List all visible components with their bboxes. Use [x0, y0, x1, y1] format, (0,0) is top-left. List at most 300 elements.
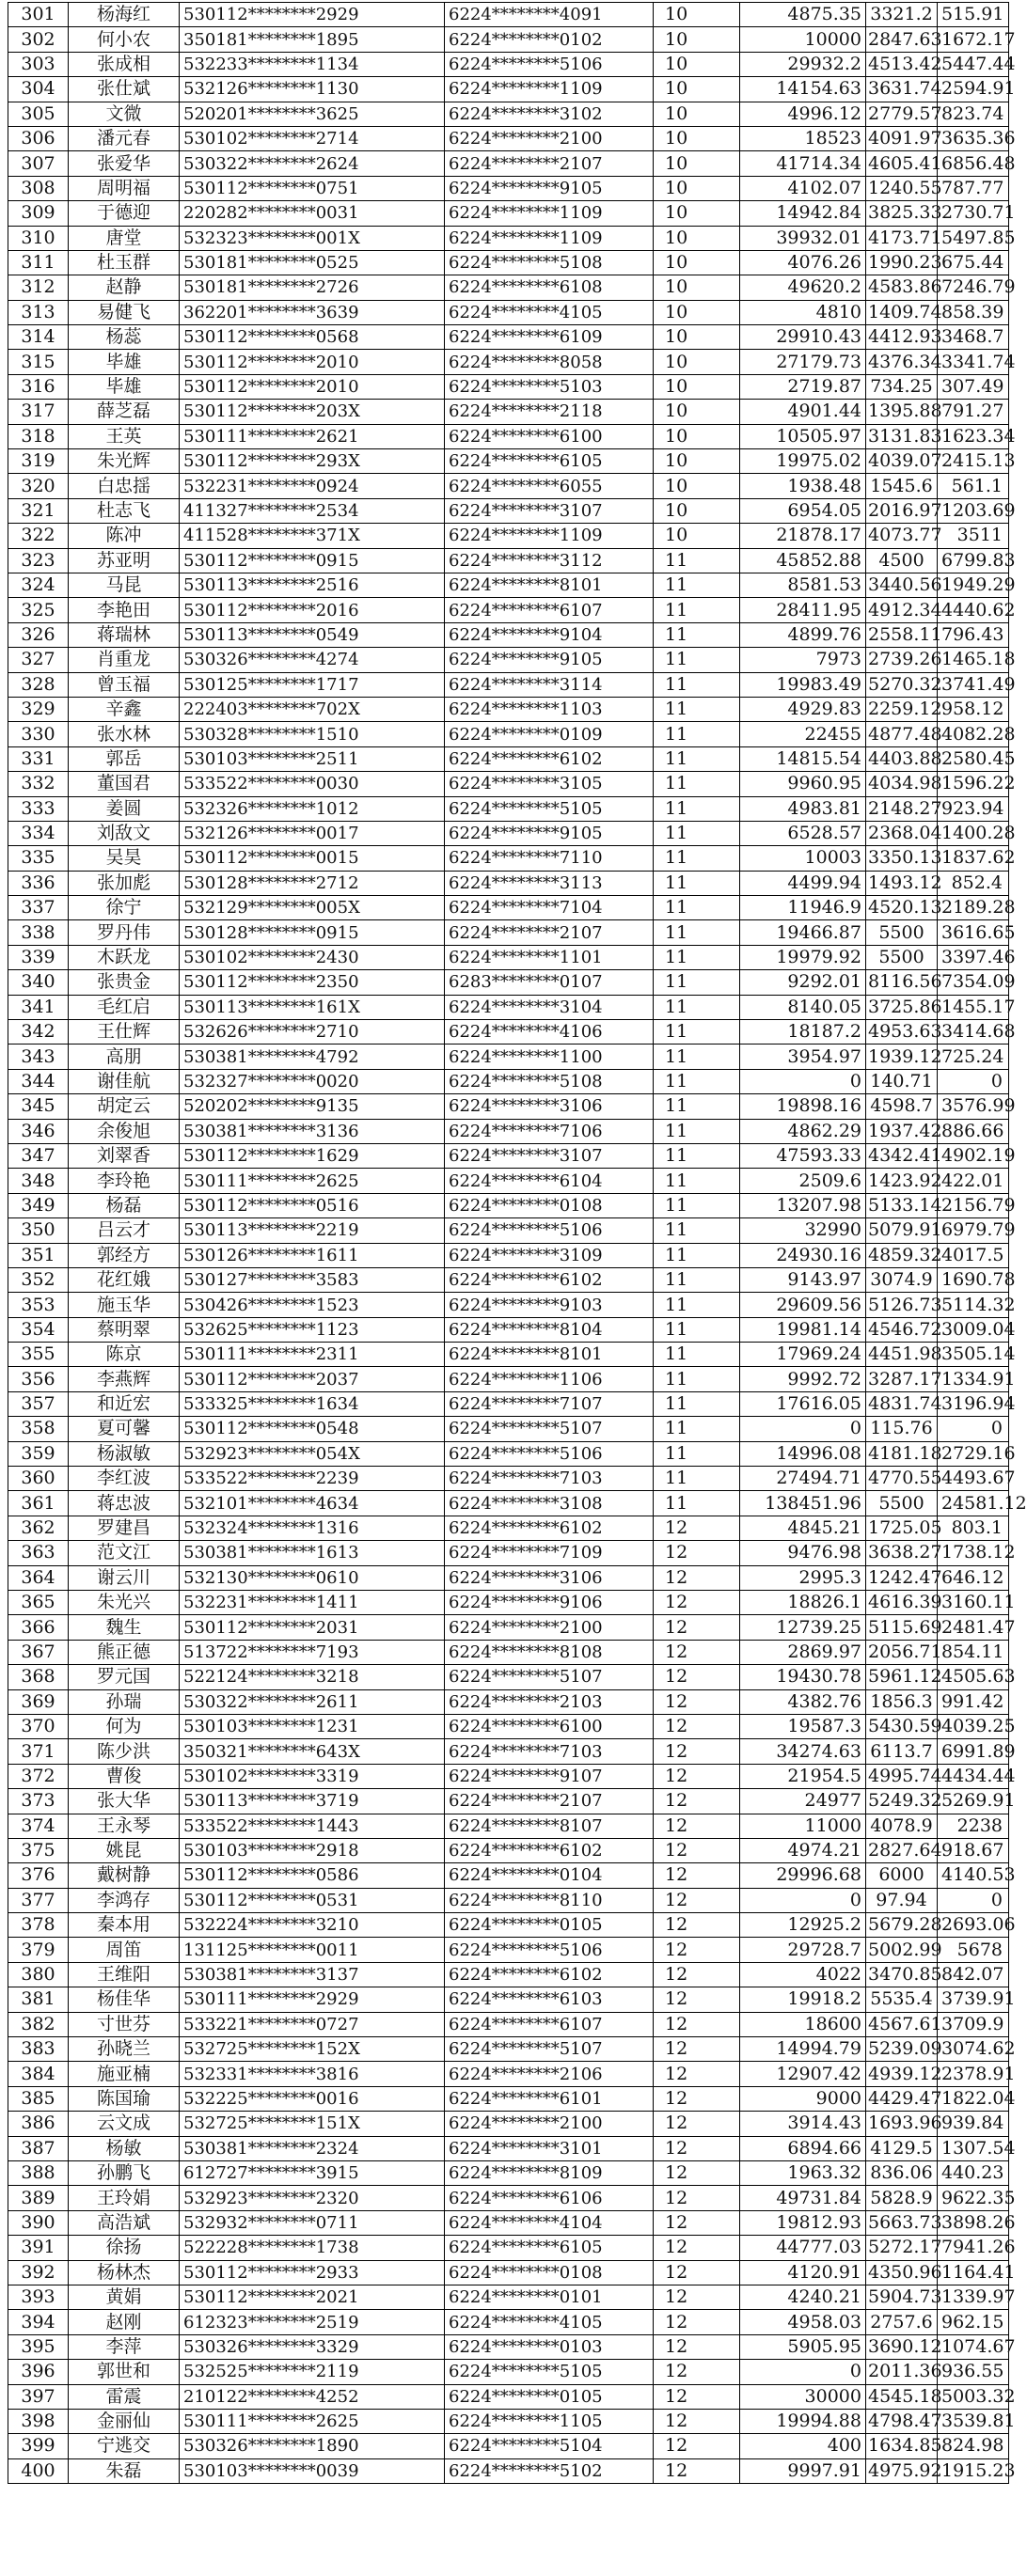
amount-base-cell: 2148.27 — [866, 796, 938, 821]
amount-base-cell: 5133.14 — [866, 1193, 938, 1217]
month-cell: 10 — [654, 102, 740, 126]
row-number-cell: 352 — [8, 1267, 69, 1292]
amount-total-cell: 13207.98 — [740, 1193, 866, 1217]
month-cell: 11 — [654, 1317, 740, 1342]
amount-total-cell: 4901.44 — [740, 400, 866, 424]
id-number-cell: 530113********3719 — [180, 1789, 445, 1814]
month-cell: 12 — [654, 1938, 740, 1962]
amount-tax-cell: 2156.79 — [938, 1193, 1009, 1217]
table-row — [8, 871, 1009, 895]
name-cell: 罗元国 — [69, 1665, 180, 1689]
name-cell: 李红波 — [69, 1467, 180, 1491]
account-number-cell: 6224********2106 — [445, 2062, 654, 2086]
table-row — [8, 2434, 1009, 2458]
account-number-cell: 6224********9103 — [445, 1293, 654, 1317]
amount-total-cell: 138451.96 — [740, 1491, 866, 1516]
amount-tax-cell: 1623.34 — [938, 424, 1009, 448]
row-number-cell: 333 — [8, 796, 69, 821]
amount-tax-cell: 675.44 — [938, 250, 1009, 275]
name-cell: 白忠揺 — [69, 474, 180, 498]
amount-tax-cell: 3741.49 — [938, 672, 1009, 697]
amount-total-cell: 4382.76 — [740, 1689, 866, 1714]
month-cell: 12 — [654, 2186, 740, 2210]
amount-tax-cell: 4440.62 — [938, 598, 1009, 622]
row-number-cell: 390 — [8, 2210, 69, 2235]
month-cell: 12 — [654, 2458, 740, 2483]
amount-tax-cell: 4017.5 — [938, 1243, 1009, 1267]
row-number-cell: 381 — [8, 1987, 69, 2012]
amount-total-cell: 4022 — [740, 1962, 866, 1987]
month-cell: 10 — [654, 126, 740, 150]
table-row — [8, 1591, 1009, 1615]
row-number-cell: 366 — [8, 1615, 69, 1640]
month-cell: 11 — [654, 1193, 740, 1217]
month-cell: 12 — [654, 2236, 740, 2260]
month-cell: 10 — [654, 524, 740, 548]
month-cell: 10 — [654, 400, 740, 424]
name-cell: 肖重龙 — [69, 648, 180, 672]
name-cell: 文微 — [69, 102, 180, 126]
amount-total-cell: 3914.43 — [740, 2112, 866, 2136]
amount-base-cell: 5270.32 — [866, 672, 938, 697]
month-cell: 10 — [654, 151, 740, 176]
amount-tax-cell: 3009.04 — [938, 1317, 1009, 1342]
amount-base-cell: 4567.61 — [866, 2012, 938, 2036]
table-row — [8, 1863, 1009, 1888]
amount-total-cell: 30000 — [740, 2384, 866, 2409]
name-cell: 余俊旭 — [69, 1119, 180, 1143]
row-number-cell: 399 — [8, 2434, 69, 2458]
id-number-cell: 532923********054X — [180, 1441, 445, 1466]
id-number-cell: 530126********1611 — [180, 1243, 445, 1267]
id-number-cell: 532129********005X — [180, 896, 445, 920]
amount-tax-cell: 1074.67 — [938, 2334, 1009, 2359]
name-cell: 陈国瑜 — [69, 2086, 180, 2111]
amount-total-cell: 1938.48 — [740, 474, 866, 498]
amount-total-cell: 0 — [740, 2360, 866, 2384]
id-number-cell: 530111********2625 — [180, 1169, 445, 1193]
amount-tax-cell: 1400.28 — [938, 821, 1009, 845]
row-number-cell: 392 — [8, 2260, 69, 2285]
month-cell: 12 — [654, 2434, 740, 2458]
account-number-cell: 6224********0102 — [445, 27, 654, 52]
amount-total-cell: 10000 — [740, 27, 866, 52]
month-cell: 10 — [654, 27, 740, 52]
id-number-cell: 532625********1123 — [180, 1317, 445, 1342]
id-number-cell: 530111********2929 — [180, 1987, 445, 2012]
amount-total-cell: 49731.84 — [740, 2186, 866, 2210]
table-row — [8, 27, 1009, 52]
amount-total-cell: 4958.03 — [740, 2310, 866, 2334]
amount-total-cell: 19466.87 — [740, 920, 866, 945]
account-number-cell: 6224********8101 — [445, 573, 654, 597]
amount-base-cell: 5904.73 — [866, 2285, 938, 2309]
amount-total-cell: 12907.42 — [740, 2062, 866, 2086]
month-cell: 11 — [654, 1119, 740, 1143]
month-cell: 12 — [654, 1764, 740, 1788]
amount-tax-cell: 1690.78 — [938, 1267, 1009, 1292]
amount-tax-cell: 4140.53 — [938, 1863, 1009, 1888]
row-number-cell: 389 — [8, 2186, 69, 2210]
account-number-cell: 6224********5106 — [445, 1938, 654, 1962]
table-row — [8, 1045, 1009, 1069]
month-cell: 12 — [654, 1913, 740, 1938]
amount-base-cell: 4877.48 — [866, 722, 938, 746]
table-row — [8, 2062, 1009, 2086]
id-number-cell: 530112********0015 — [180, 846, 445, 871]
table-row — [8, 1367, 1009, 1391]
account-number-cell: 6224********6101 — [445, 2086, 654, 2111]
amount-base-cell: 5079.91 — [866, 1218, 938, 1243]
amount-total-cell: 1963.32 — [740, 2160, 866, 2185]
month-cell: 12 — [654, 2112, 740, 2136]
row-number-cell: 332 — [8, 772, 69, 796]
name-cell: 朱光辉 — [69, 449, 180, 474]
amount-tax-cell: 24581.12 — [938, 1491, 1009, 1516]
amount-base-cell: 4412.93 — [866, 325, 938, 350]
table-row — [8, 1689, 1009, 1714]
amount-total-cell: 4499.94 — [740, 871, 866, 895]
id-number-cell: 530128********2712 — [180, 871, 445, 895]
amount-tax-cell: 5114.32 — [938, 1293, 1009, 1317]
month-cell: 10 — [654, 201, 740, 226]
month-cell: 12 — [654, 1640, 740, 1664]
row-number-cell: 397 — [8, 2384, 69, 2409]
row-number-cell: 315 — [8, 350, 69, 374]
table-row — [8, 1317, 1009, 1342]
account-number-cell: 6224********6105 — [445, 2236, 654, 2260]
account-number-cell: 6224********3102 — [445, 102, 654, 126]
amount-base-cell: 5272.17 — [866, 2236, 938, 2260]
row-number-cell: 313 — [8, 300, 69, 324]
amount-base-cell: 4429.47 — [866, 2086, 938, 2111]
month-cell: 12 — [654, 1863, 740, 1888]
amount-base-cell: 2368.04 — [866, 821, 938, 845]
amount-total-cell: 45852.88 — [740, 548, 866, 573]
amount-total-cell: 14154.63 — [740, 77, 866, 102]
month-cell: 10 — [654, 226, 740, 250]
id-number-cell: 530103********0039 — [180, 2458, 445, 2483]
amount-total-cell: 4974.21 — [740, 1838, 866, 1862]
account-number-cell: 6224********6104 — [445, 1169, 654, 1193]
amount-total-cell: 2995.3 — [740, 1565, 866, 1590]
amount-total-cell: 14815.54 — [740, 746, 866, 771]
name-cell: 胡定云 — [69, 1094, 180, 1119]
id-number-cell: 530381********4792 — [180, 1045, 445, 1069]
account-number-cell: 6224********5105 — [445, 2360, 654, 2384]
row-number-cell: 385 — [8, 2086, 69, 2111]
amount-total-cell: 400 — [740, 2434, 866, 2458]
amount-total-cell: 34274.63 — [740, 1739, 866, 1764]
table-row — [8, 2285, 1009, 2309]
amount-tax-cell: 886.66 — [938, 1119, 1009, 1143]
row-number-cell: 346 — [8, 1119, 69, 1143]
name-cell: 何小农 — [69, 27, 180, 52]
account-number-cell: 6224********7107 — [445, 1391, 654, 1416]
table-row — [8, 300, 1009, 324]
amount-total-cell: 29996.68 — [740, 1863, 866, 1888]
amount-total-cell: 10003 — [740, 846, 866, 871]
name-cell: 蔡明翠 — [69, 1317, 180, 1342]
amount-tax-cell: 2693.06 — [938, 1913, 1009, 1938]
id-number-cell: 530381********3136 — [180, 1119, 445, 1143]
month-cell: 10 — [654, 374, 740, 399]
amount-total-cell: 21954.5 — [740, 1764, 866, 1788]
month-cell: 10 — [654, 176, 740, 200]
amount-base-cell: 4173.71 — [866, 226, 938, 250]
amount-base-cell: 3825.33 — [866, 201, 938, 226]
table-row — [8, 1814, 1009, 1838]
table-row — [8, 400, 1009, 424]
id-number-cell: 530322********2624 — [180, 151, 445, 176]
account-number-cell: 6224********5104 — [445, 2434, 654, 2458]
row-number-cell: 383 — [8, 2037, 69, 2062]
amount-base-cell: 6000 — [866, 1863, 938, 1888]
id-number-cell: 530426********1523 — [180, 1293, 445, 1317]
account-number-cell: 6224********6100 — [445, 424, 654, 448]
row-number-cell: 355 — [8, 1343, 69, 1367]
amount-tax-cell: 3739.91 — [938, 1987, 1009, 2012]
amount-total-cell: 2869.97 — [740, 1640, 866, 1664]
amount-tax-cell: 1837.62 — [938, 846, 1009, 871]
id-number-cell: 532324********1316 — [180, 1516, 445, 1540]
amount-base-cell: 4545.18 — [866, 2384, 938, 2409]
amount-tax-cell: 824.98 — [938, 2434, 1009, 2458]
row-number-cell: 376 — [8, 1863, 69, 1888]
table-row — [8, 1020, 1009, 1045]
row-number-cell: 338 — [8, 920, 69, 945]
id-number-cell: 522124********3218 — [180, 1665, 445, 1689]
id-number-cell: 210122********4252 — [180, 2384, 445, 2409]
amount-total-cell: 19812.93 — [740, 2210, 866, 2235]
name-cell: 潘元春 — [69, 126, 180, 150]
amount-base-cell: 3321.2 — [866, 3, 938, 27]
month-cell: 11 — [654, 1391, 740, 1416]
row-number-cell: 349 — [8, 1193, 69, 1217]
amount-tax-cell: 3414.68 — [938, 1020, 1009, 1045]
amount-tax-cell: 440.23 — [938, 2160, 1009, 2185]
row-number-cell: 351 — [8, 1243, 69, 1267]
id-number-cell: 530381********1613 — [180, 1541, 445, 1565]
id-number-cell: 530322********2611 — [180, 1689, 445, 1714]
amount-base-cell: 734.25 — [866, 374, 938, 399]
table-row — [8, 2360, 1009, 2384]
id-number-cell: 530112********2010 — [180, 374, 445, 399]
row-number-cell: 312 — [8, 275, 69, 300]
id-number-cell: 530127********3583 — [180, 1267, 445, 1292]
amount-base-cell: 3638.27 — [866, 1541, 938, 1565]
account-number-cell: 6224********2118 — [445, 400, 654, 424]
amount-tax-cell: 936.55 — [938, 2360, 1009, 2384]
amount-total-cell: 27179.73 — [740, 350, 866, 374]
amount-base-cell: 4798.47 — [866, 2409, 938, 2433]
id-number-cell: 530112********0751 — [180, 176, 445, 200]
month-cell: 11 — [654, 1069, 740, 1093]
month-cell: 11 — [654, 1343, 740, 1367]
id-number-cell: 530112********0915 — [180, 548, 445, 573]
amount-total-cell: 19898.16 — [740, 1094, 866, 1119]
row-number-cell: 343 — [8, 1045, 69, 1069]
amount-tax-cell: 2481.47 — [938, 1615, 1009, 1640]
row-number-cell: 350 — [8, 1218, 69, 1243]
row-number-cell: 384 — [8, 2062, 69, 2086]
table-row — [8, 2186, 1009, 2210]
month-cell: 12 — [654, 1714, 740, 1738]
amount-base-cell: 1545.6 — [866, 474, 938, 498]
id-number-cell: 532525********2119 — [180, 2360, 445, 2384]
name-cell: 宁逃交 — [69, 2434, 180, 2458]
id-number-cell: 530112********2933 — [180, 2260, 445, 2285]
table-row — [8, 2260, 1009, 2285]
row-number-cell: 380 — [8, 1962, 69, 1987]
amount-tax-cell: 7354.09 — [938, 970, 1009, 995]
table-row — [8, 1069, 1009, 1093]
account-number-cell: 6224********1105 — [445, 2409, 654, 2433]
account-number-cell: 6224********1106 — [445, 1367, 654, 1391]
account-number-cell: 6224********3101 — [445, 2136, 654, 2160]
month-cell: 12 — [654, 1591, 740, 1615]
month-cell: 12 — [654, 1739, 740, 1764]
amount-tax-cell: 3616.65 — [938, 920, 1009, 945]
account-number-cell: 6224********6106 — [445, 2186, 654, 2210]
id-number-cell: 530102********2714 — [180, 126, 445, 150]
table-row — [8, 2086, 1009, 2111]
month-cell: 10 — [654, 52, 740, 76]
id-number-cell: 530112********2021 — [180, 2285, 445, 2309]
amount-tax-cell: 3160.11 — [938, 1591, 1009, 1615]
id-number-cell: 532233********1134 — [180, 52, 445, 76]
row-number-cell: 365 — [8, 1591, 69, 1615]
account-number-cell: 6224********2107 — [445, 920, 654, 945]
amount-base-cell: 4091.97 — [866, 126, 938, 150]
amount-total-cell: 29728.7 — [740, 1938, 866, 1962]
table-row — [8, 1441, 1009, 1466]
name-cell: 云文成 — [69, 2112, 180, 2136]
amount-base-cell: 1493.12 — [866, 871, 938, 895]
row-number-cell: 359 — [8, 1441, 69, 1466]
month-cell: 12 — [654, 2334, 740, 2359]
row-number-cell: 339 — [8, 945, 69, 969]
amount-tax-cell: 962.15 — [938, 2310, 1009, 2334]
id-number-cell: 530181********2726 — [180, 275, 445, 300]
amount-base-cell: 5126.73 — [866, 1293, 938, 1317]
amount-tax-cell: 1915.23 — [938, 2458, 1009, 2483]
table-row — [8, 722, 1009, 746]
amount-total-cell: 9000 — [740, 2086, 866, 2111]
row-number-cell: 325 — [8, 598, 69, 622]
table-row — [8, 498, 1009, 523]
month-cell: 11 — [654, 896, 740, 920]
table-row — [8, 350, 1009, 374]
amount-tax-cell: 854.11 — [938, 1640, 1009, 1664]
page — [8, 2, 1027, 2484]
month-cell: 10 — [654, 325, 740, 350]
amount-total-cell: 27494.71 — [740, 1467, 866, 1491]
id-number-cell: 220282********0031 — [180, 201, 445, 226]
amount-total-cell: 10505.97 — [740, 424, 866, 448]
amount-total-cell: 49620.2 — [740, 275, 866, 300]
amount-total-cell: 19981.14 — [740, 1317, 866, 1342]
row-number-cell: 336 — [8, 871, 69, 895]
amount-total-cell: 22455 — [740, 722, 866, 746]
amount-base-cell: 4129.5 — [866, 2136, 938, 2160]
account-number-cell: 6224********1109 — [445, 226, 654, 250]
name-cell: 木跃龙 — [69, 945, 180, 969]
amount-total-cell: 14942.84 — [740, 201, 866, 226]
table-row — [8, 1565, 1009, 1590]
name-cell: 孙鹏飞 — [69, 2160, 180, 2185]
id-number-cell: 350181********1895 — [180, 27, 445, 52]
amount-base-cell: 4078.9 — [866, 1814, 938, 1838]
id-number-cell: 530326********3329 — [180, 2334, 445, 2359]
amount-base-cell: 3440.56 — [866, 573, 938, 597]
amount-base-cell: 5828.9 — [866, 2186, 938, 2210]
amount-tax-cell: 7246.79 — [938, 275, 1009, 300]
account-number-cell: 6224********6107 — [445, 598, 654, 622]
id-number-cell: 533325********1634 — [180, 1391, 445, 1416]
account-number-cell: 6224********3108 — [445, 1491, 654, 1516]
table-row — [8, 697, 1009, 721]
amount-total-cell: 24930.16 — [740, 1243, 866, 1267]
month-cell: 12 — [654, 1838, 740, 1862]
id-number-cell: 532932********0711 — [180, 2210, 445, 2235]
amount-tax-cell: 4039.25 — [938, 1714, 1009, 1738]
amount-tax-cell: 6991.89 — [938, 1739, 1009, 1764]
name-cell: 熊正德 — [69, 1640, 180, 1664]
month-cell: 12 — [654, 2360, 740, 2384]
amount-tax-cell: 2594.91 — [938, 77, 1009, 102]
amount-base-cell: 3350.13 — [866, 846, 938, 871]
account-number-cell: 6224********6102 — [445, 1838, 654, 1862]
amount-total-cell: 9292.01 — [740, 970, 866, 995]
table-row — [8, 1343, 1009, 1367]
id-number-cell: 530112********0568 — [180, 325, 445, 350]
id-number-cell: 532101********4634 — [180, 1491, 445, 1516]
row-number-cell: 345 — [8, 1094, 69, 1119]
id-number-cell: 350321********643X — [180, 1739, 445, 1764]
month-cell: 11 — [654, 1467, 740, 1491]
name-cell: 王仕辉 — [69, 1020, 180, 1045]
id-number-cell: 532326********1012 — [180, 796, 445, 821]
name-cell: 魏生 — [69, 1615, 180, 1640]
month-cell: 12 — [654, 1888, 740, 1912]
account-number-cell: 6224********5107 — [445, 1417, 654, 1441]
amount-total-cell: 28411.95 — [740, 598, 866, 622]
row-number-cell: 306 — [8, 126, 69, 150]
amount-total-cell: 6894.66 — [740, 2136, 866, 2160]
month-cell: 12 — [654, 2062, 740, 2086]
amount-tax-cell: 1203.69 — [938, 498, 1009, 523]
row-number-cell: 326 — [8, 622, 69, 647]
amount-total-cell: 18523 — [740, 126, 866, 150]
account-number-cell: 6283********0107 — [445, 970, 654, 995]
amount-tax-cell: 5447.44 — [938, 52, 1009, 76]
table-row — [8, 1267, 1009, 1292]
amount-tax-cell: 4505.63 — [938, 1665, 1009, 1689]
account-number-cell: 6224********9105 — [445, 821, 654, 845]
amount-total-cell: 17616.05 — [740, 1391, 866, 1416]
name-cell: 薛芝磊 — [69, 400, 180, 424]
amount-base-cell: 4451.98 — [866, 1343, 938, 1367]
month-cell: 10 — [654, 250, 740, 275]
month-cell: 10 — [654, 474, 740, 498]
month-cell: 12 — [654, 2037, 740, 2062]
name-cell: 张贵金 — [69, 970, 180, 995]
name-cell: 张水林 — [69, 722, 180, 746]
name-cell: 蒋瑞林 — [69, 622, 180, 647]
account-number-cell: 6224********6105 — [445, 449, 654, 474]
name-cell: 毛红启 — [69, 995, 180, 1019]
